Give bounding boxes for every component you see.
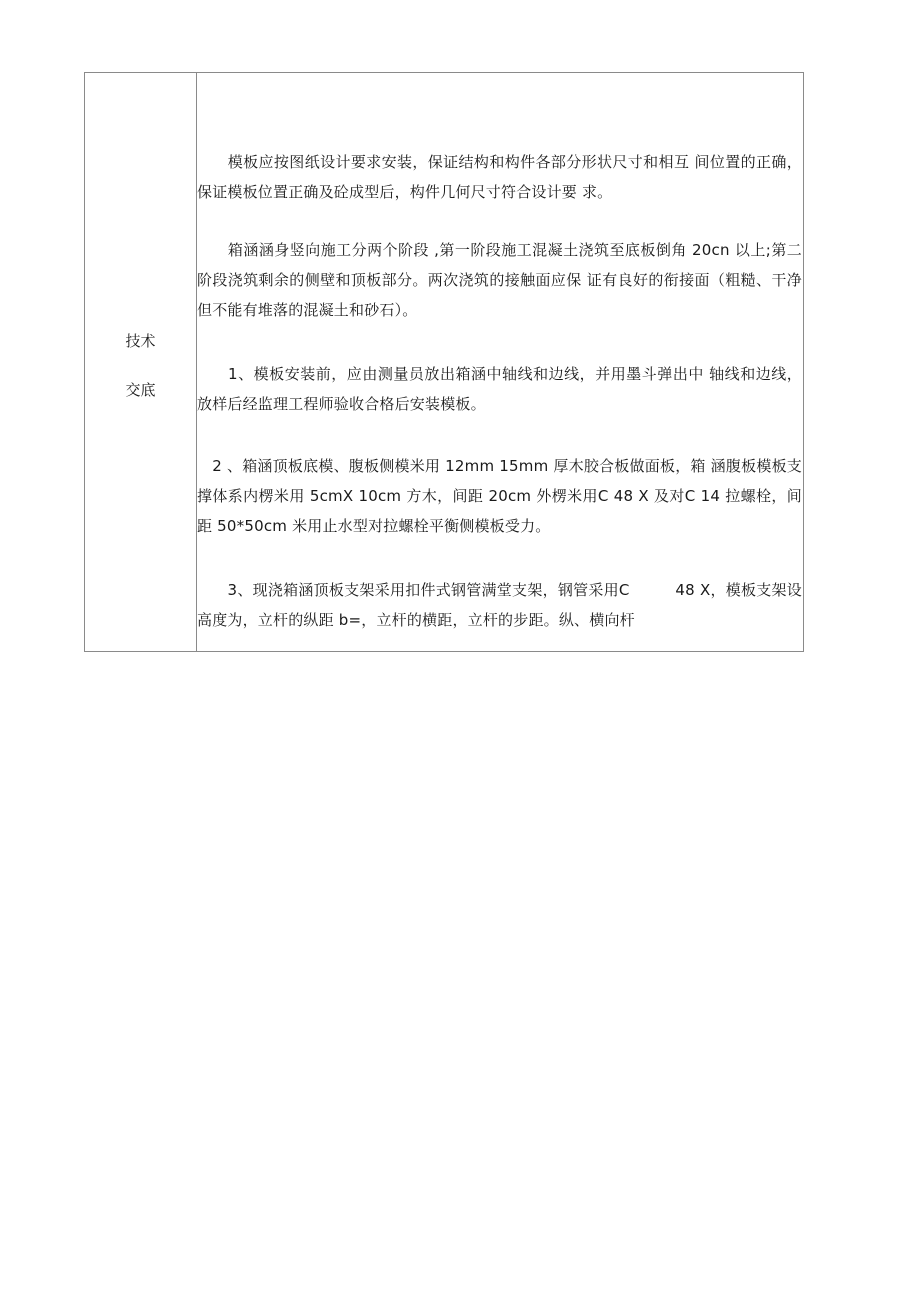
disclosure-table [84, 72, 804, 652]
paragraph-item-2: 2 、箱涵顶板底模、腹板侧模米用 12mm 15mm 厚木胶合板做面板，箱 涵腹板模板支撑体系内楞米用 5cmX 10cm 方木，间距 20cm 外楞米用C 48 X 及对C 14 拉螺栓，间距 50*50cm 米用止水型对拉螺栓平衡侧模板受力。 [197, 457, 802, 535]
paragraph-casting-stages: 箱涵涵身竖向施工分两个阶段 ,第一阶段施工混凝土浇筑至底板倒角 20cn 以上;第二阶段浇筑剩余的侧壁和顶板部分。两次浇筑的接触面应保 证有良好的衔接面（粗糙、干净但不能有堆落的混凝土和砂石）。 [197, 241, 802, 319]
paragraph-formwork-install: 模板应按图纸设计要求安装，保证结构和构件各部分形状尺寸和相互 间位置的正确，保证模板位置正确及砼成型后，构件几何尺寸符合设计要 求。 [197, 153, 802, 201]
label-line-2: 交底 [125, 381, 156, 399]
paragraph-item-1: 1、模板安装前，应由测量员放出箱涵中轴线和边线，并用墨斗弹出中 轴线和边线，放样后经监理工程师验收合格后安装模板。 [197, 365, 802, 413]
content-cell [197, 73, 804, 651]
label-line-1: 技术 [125, 332, 156, 350]
paragraph-item-3: 3、现浇箱涵顶板支架采用扣件式钢管满堂支架，钢管采用C 48 X，模板支架设高度为，立杆的纵距 b=，立杆的横距，立杆的步距。纵、横向杆 [197, 581, 802, 629]
label-cell [85, 73, 197, 651]
